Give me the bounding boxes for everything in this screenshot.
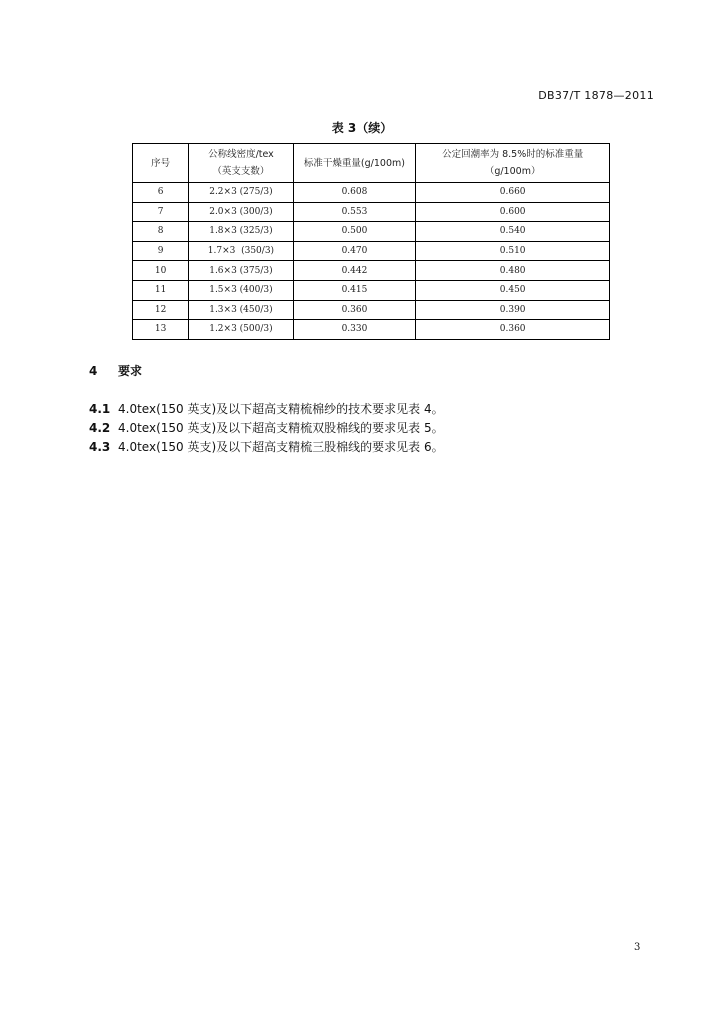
cell-density: 1.6×3 (375/3) <box>189 261 293 281</box>
cell-density: 2.0×3 (300/3) <box>189 202 293 222</box>
header-std-weight <box>416 144 610 183</box>
cell-density: 1.7×3 (350/3) <box>189 241 293 261</box>
cell-std-weight: 0.450 <box>416 280 610 300</box>
header-density-line1: 公称线密度/tex <box>208 149 274 160</box>
cell-std-weight: 0.660 <box>416 183 610 203</box>
cell-std-weight: 0.600 <box>416 202 610 222</box>
yarn-weight-table <box>132 143 610 340</box>
clause-number: 4.3 <box>89 440 111 454</box>
cell-seq: 6 <box>133 183 189 203</box>
section-title: 要求 <box>118 364 143 378</box>
document-code: DB37/T 1878—2011 <box>538 89 654 102</box>
cell-seq: 12 <box>133 300 189 320</box>
table-header-row <box>133 144 610 183</box>
clause-number: 4.1 <box>89 402 111 416</box>
clause-text: 4.0tex(150 英支)及以下超高支精梳棉纱的技术要求见表 4。 <box>118 402 444 416</box>
table-row <box>133 261 610 281</box>
cell-dry-weight: 0.330 <box>293 320 416 340</box>
cell-density: 1.8×3 (325/3) <box>189 222 293 242</box>
cell-dry-weight: 0.360 <box>293 300 416 320</box>
table-row <box>133 183 610 203</box>
clause-number: 4.2 <box>89 421 111 435</box>
cell-dry-weight: 0.608 <box>293 183 416 203</box>
cell-std-weight: 0.540 <box>416 222 610 242</box>
header-density-line2: （英支支数） <box>212 166 270 177</box>
cell-std-weight: 0.390 <box>416 300 610 320</box>
header-seq: 序号 <box>133 144 189 183</box>
cell-seq: 7 <box>133 202 189 222</box>
section-heading <box>89 362 142 379</box>
cell-density: 2.2×3 (275/3) <box>189 183 293 203</box>
cell-dry-weight: 0.470 <box>293 241 416 261</box>
table-row <box>133 202 610 222</box>
header-density <box>189 144 293 183</box>
clause-4-2 <box>89 419 444 436</box>
header-std-weight-line1: 公定回潮率为 8.5%时的标准重量 <box>442 149 584 160</box>
clause-4-3 <box>89 438 444 455</box>
cell-dry-weight: 0.415 <box>293 280 416 300</box>
clause-text: 4.0tex(150 英支)及以下超高支精梳三股棉线的要求见表 6。 <box>118 440 444 454</box>
table-row <box>133 320 610 340</box>
cell-seq: 11 <box>133 280 189 300</box>
cell-dry-weight: 0.442 <box>293 261 416 281</box>
table-row <box>133 280 610 300</box>
cell-seq: 8 <box>133 222 189 242</box>
section-number: 4 <box>89 364 98 378</box>
table-row <box>133 241 610 261</box>
cell-density: 1.3×3 (450/3) <box>189 300 293 320</box>
cell-seq: 13 <box>133 320 189 340</box>
cell-seq: 9 <box>133 241 189 261</box>
page-number: 3 <box>634 942 641 953</box>
header-std-weight-line2: （g/100m） <box>484 166 541 177</box>
header-dry-weight: 标准干燥重量(g/100m) <box>293 144 416 183</box>
table-row <box>133 300 610 320</box>
cell-dry-weight: 0.500 <box>293 222 416 242</box>
cell-std-weight: 0.510 <box>416 241 610 261</box>
cell-seq: 10 <box>133 261 189 281</box>
table-row <box>133 222 610 242</box>
table-caption: 表 3（续） <box>331 121 393 135</box>
cell-dry-weight: 0.553 <box>293 202 416 222</box>
cell-std-weight: 0.360 <box>416 320 610 340</box>
clause-text: 4.0tex(150 英支)及以下超高支精梳双股棉线的要求见表 5。 <box>118 421 444 435</box>
cell-density: 1.2×3 (500/3) <box>189 320 293 340</box>
cell-density: 1.5×3 (400/3) <box>189 280 293 300</box>
clause-4-1 <box>89 400 444 417</box>
cell-std-weight: 0.480 <box>416 261 610 281</box>
